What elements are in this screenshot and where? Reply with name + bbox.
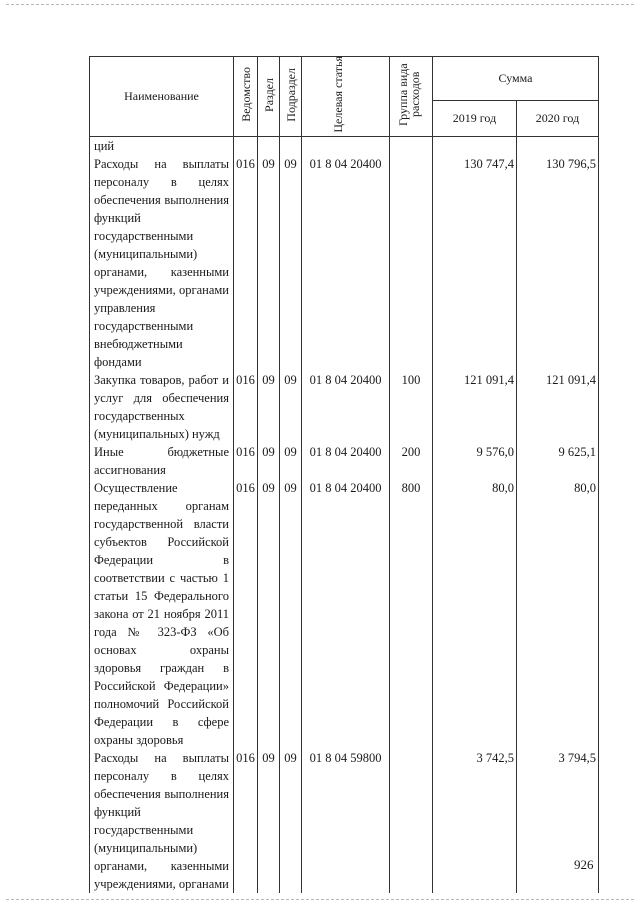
row-name: Расходы на выплаты персоналу в целях обеспечения выполнения функций государственными (муниципальными) органами, казенными учреждениями, органами [90, 749, 234, 893]
row-podrazdel: 09 [280, 371, 302, 443]
row-statya: 01 8 04 20400 [302, 155, 390, 371]
page-bottom-rule [6, 899, 634, 900]
row-gruppa: 200 [390, 443, 433, 479]
page-number: 926 [574, 857, 594, 872]
row-vedomstvo: 016 [234, 155, 258, 371]
row-podrazdel: 09 [280, 749, 302, 893]
row-statya [302, 137, 390, 156]
row-statya: 01 8 04 20400 [302, 371, 390, 443]
table-row [90, 749, 599, 893]
row-sum-2019: 121 091,4 [433, 371, 517, 443]
row-razdel: 09 [258, 749, 280, 893]
row-gruppa: 800 [390, 479, 433, 749]
row-sum-2019: 3 742,5 [433, 749, 517, 893]
row-podrazdel [280, 137, 302, 156]
row-sum-2020: 121 091,4 [517, 371, 599, 443]
row-razdel: 09 [258, 443, 280, 479]
header-year-2019: 2019 год [433, 101, 517, 137]
row-sum-2019: 9 576,0 [433, 443, 517, 479]
header-podrazdel: Подраздел [280, 57, 302, 137]
row-sum-2019: 130 747,4 [433, 155, 517, 371]
row-podrazdel: 09 [280, 155, 302, 371]
row-name: Расходы на выплаты персоналу в целях обеспечения выполнения функций государственными (муниципальными) органами, казенными учреждениями, органами управления государственными внебюджетными фондами [90, 155, 234, 371]
header-vedomstvo: Ведомство [234, 57, 258, 137]
table-row [90, 371, 599, 443]
row-sum-2020: 80,0 [517, 479, 599, 749]
budget-table [89, 56, 599, 893]
header-gruppa: Группа вида расходов [390, 57, 433, 137]
table-row [90, 443, 599, 479]
row-gruppa [390, 749, 433, 893]
row-sum-2020: 3 794,5 [517, 749, 599, 893]
row-gruppa: 100 [390, 371, 433, 443]
table-row [90, 137, 599, 156]
row-razdel: 09 [258, 155, 280, 371]
table-row [90, 479, 599, 749]
row-sum-2020: 130 796,5 [517, 155, 599, 371]
header-year-2020: 2020 год [517, 101, 599, 137]
row-vedomstvo [234, 137, 258, 156]
row-name: Иные бюджетные ассигнования [90, 443, 234, 479]
header-celevaya-statya: Целевая статья [302, 57, 390, 137]
header-name: Наименование [90, 57, 234, 137]
row-sum-2019 [433, 137, 517, 156]
row-podrazdel: 09 [280, 443, 302, 479]
row-sum-2019: 80,0 [433, 479, 517, 749]
row-razdel: 09 [258, 371, 280, 443]
row-podrazdel: 09 [280, 479, 302, 749]
row-statya: 01 8 04 20400 [302, 479, 390, 749]
row-razdel [258, 137, 280, 156]
row-name: Закупка товаров, работ и услуг для обеспечения государственных (муниципальных) нужд [90, 371, 234, 443]
row-gruppa [390, 155, 433, 371]
row-vedomstvo: 016 [234, 443, 258, 479]
row-vedomstvo: 016 [234, 479, 258, 749]
page-top-rule [6, 4, 634, 5]
row-razdel: 09 [258, 479, 280, 749]
row-name: ций [90, 137, 234, 156]
table-row [90, 155, 599, 371]
row-sum-2020: 9 625,1 [517, 443, 599, 479]
row-gruppa [390, 137, 433, 156]
row-vedomstvo: 016 [234, 371, 258, 443]
row-sum-2020 [517, 137, 599, 156]
header-razdel: Раздел [258, 57, 280, 137]
row-statya: 01 8 04 59800 [302, 749, 390, 893]
header-summa: Сумма [433, 57, 599, 101]
row-vedomstvo: 016 [234, 749, 258, 893]
row-statya: 01 8 04 20400 [302, 443, 390, 479]
row-name: Осуществление переданных органам государственной власти субъектов Российской Федерации в соответствии с частью 1 статьи 15 Федерального закона от 21 ноября 2011 года № 323-ФЗ «Об основах охраны здоровья граждан в Российской Федерации» полномочий Российской Федерации в сфере охраны здоровья [90, 479, 234, 749]
